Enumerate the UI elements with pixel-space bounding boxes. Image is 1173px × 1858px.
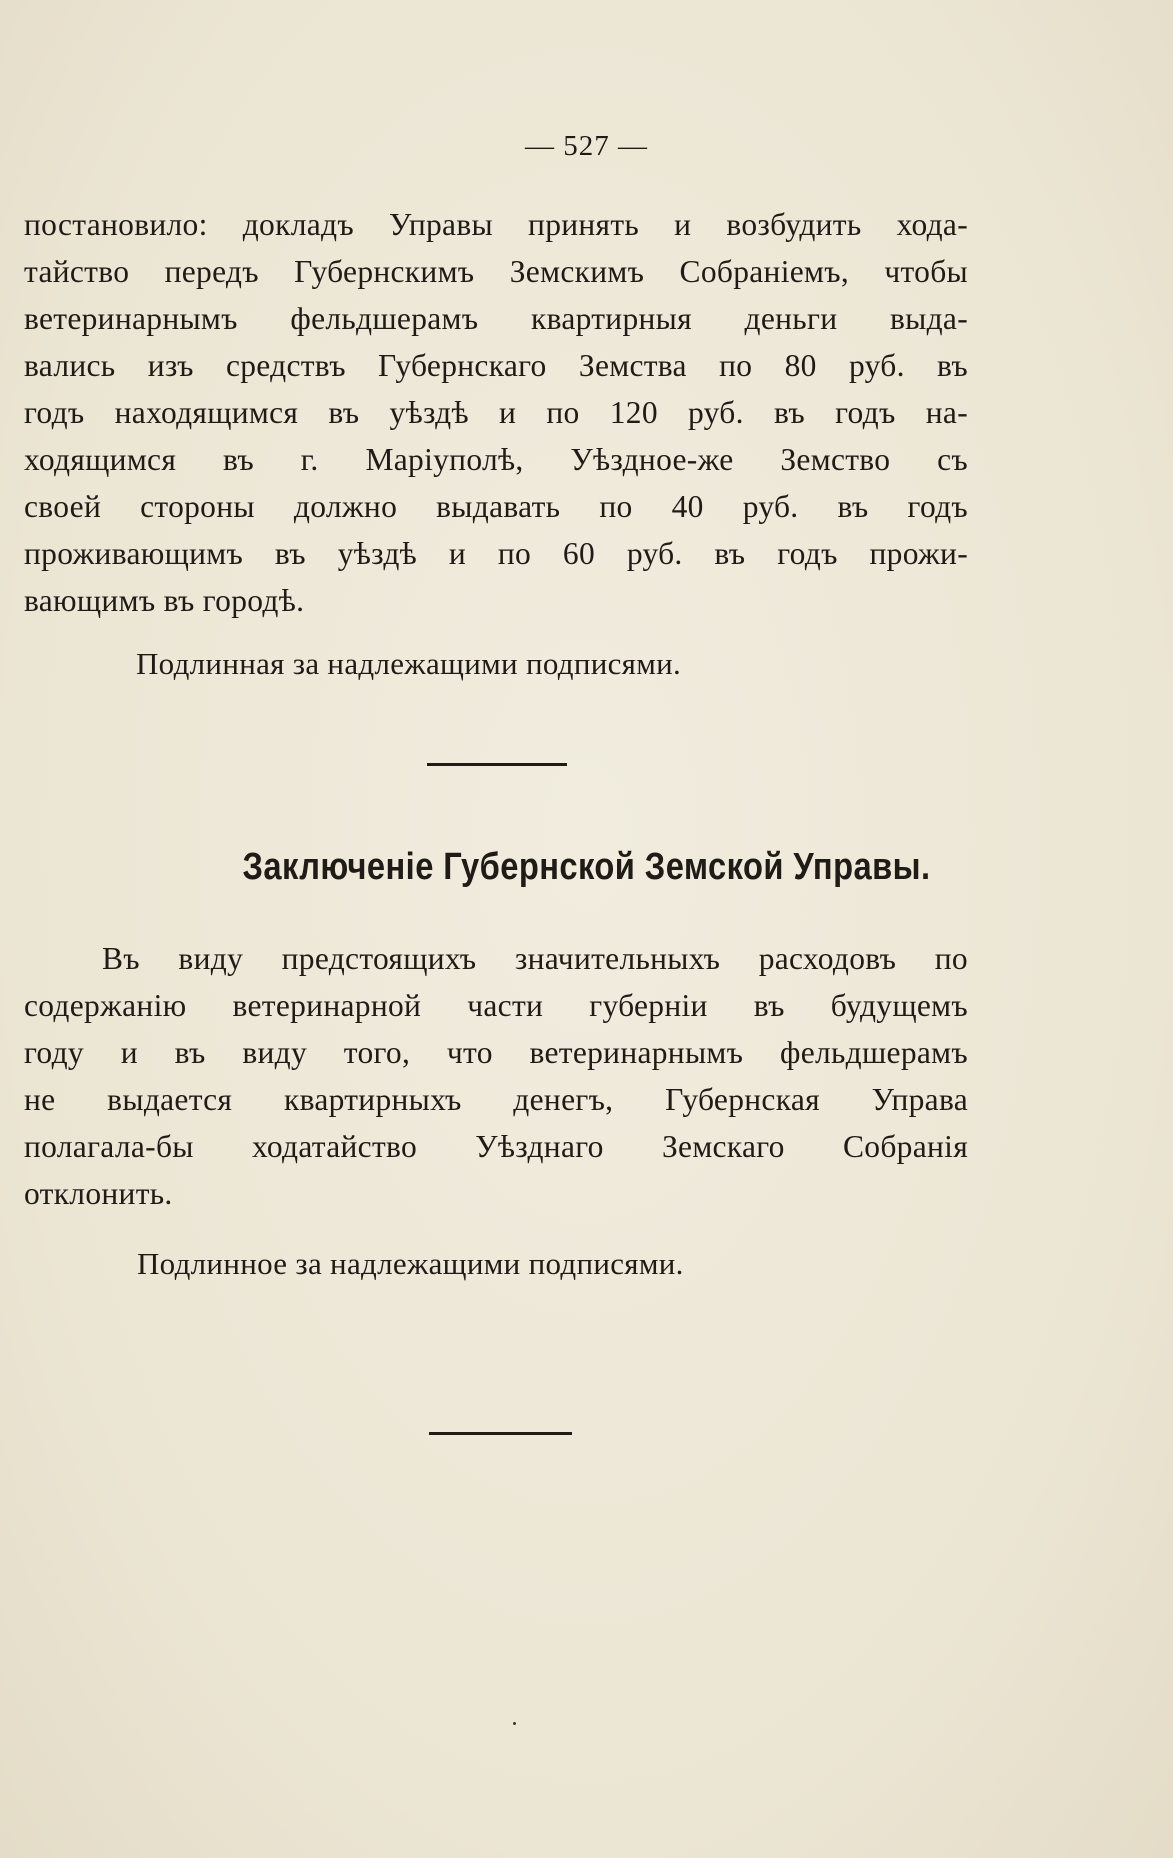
page-number: — 527 — <box>525 130 648 162</box>
signature-note-1: Подлинная за надлежащими подписями. <box>136 646 682 681</box>
text-line: ходящимся въ г. Маріуполѣ, Уѣздное-же Земство съ <box>24 442 968 477</box>
text-line: проживающимъ въ уѣздѣ и по 60 руб. въ годъ прожи- <box>24 536 968 571</box>
text-line: тайство передъ Губернскимъ Земскимъ Собраніемъ, чтобы <box>24 254 968 289</box>
text-line: содержанію ветеринарной части губерніи въ будущемъ <box>24 988 968 1023</box>
text-line: году и въ виду того, что ветеринарнымъ фельдшерамъ <box>24 1035 968 1070</box>
text-line: вающимъ въ городѣ. <box>24 583 305 618</box>
section-divider-1 <box>427 763 567 766</box>
text-line: постановило: докладъ Управы принять и возбудить хода- <box>24 207 968 242</box>
paper-speck <box>513 1722 516 1725</box>
signature-note-2: Подлинное за надлежащими подписями. <box>137 1246 684 1281</box>
section-heading: Заключеніе Губернской Земской Управы. <box>242 846 931 888</box>
section-divider-2 <box>429 1432 572 1435</box>
resolution-paragraph <box>24 201 968 624</box>
text-line: годъ находящимся въ уѣздѣ и по 120 руб. въ годъ на- <box>24 395 968 430</box>
text-line: не выдается квартирныхъ денегъ, Губернская Управа <box>24 1082 968 1117</box>
text-line: отклонить. <box>24 1176 173 1211</box>
text-line: своей стороны должно выдавать по 40 руб. въ годъ <box>24 489 968 524</box>
text-line: вались изъ средствъ Губернскаго Земства по 80 руб. въ <box>24 348 968 383</box>
text-line: полагала-бы ходатайство Уѣзднаго Земскаго Собранія <box>24 1129 968 1164</box>
conclusion-paragraph <box>24 935 968 1217</box>
text-line: ветеринарнымъ фельдшерамъ квартирныя деньги выда- <box>24 301 968 336</box>
text-line: Въ виду предстоящихъ значительныхъ расходовъ по <box>102 941 968 976</box>
